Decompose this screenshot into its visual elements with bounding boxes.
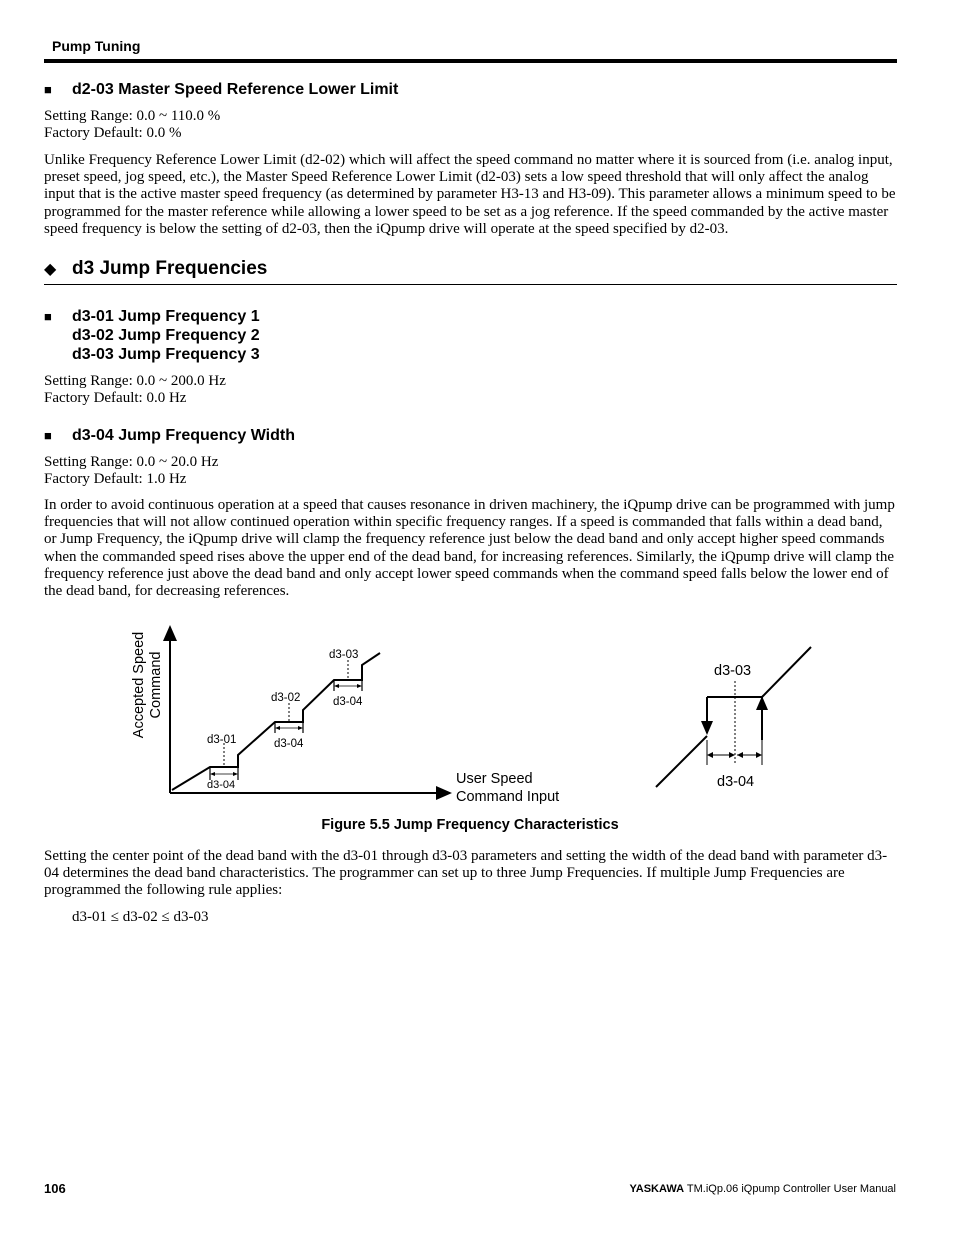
x-axis-arrow-icon <box>436 786 452 800</box>
setting-range: Setting Range: 0.0 ~ 200.0 Hz <box>44 373 226 389</box>
label-d3-04-a: d3-04 <box>207 779 236 791</box>
y-axis-label-line1: Accepted Speed <box>131 631 147 739</box>
hysteresis-lower-line <box>656 736 707 787</box>
d2-03-body: Unlike Frequency Reference Lower Limit (d2-02) which will affect the speed command no matter where it is sourced from (i.e. analog input, preset speed, jog speed, etc.), the Master Speed Reference Lower Limit (d2-03) sets a low speed threshold that will only affect the analog input that is the active master speed frequency (as determined by parameter H3-13 and H3-09). This parameter allows a minimum speed to be programmed for the master reference while allowing a lower speed to be set as a jog reference. If the speed commanded by the active master speed frequency is below the setting of d2-03, then the iQpump drive will operate at the speed specified by d2-03. <box>44 152 896 237</box>
jump-width-settings <box>44 454 897 488</box>
label-d3-03: d3-03 <box>329 649 359 661</box>
accepted-speed-curve <box>172 653 380 790</box>
closing-body: Setting the center point of the dead band with the d3-01 through d3-03 parameters and setting the width of the dead band with parameter d3-04 determines the dead band characteristics. The programmer can set up to three Jump Frequencies. If multiple Jump Frequencies are programmed the following rule applies: <box>44 848 888 899</box>
diamond-bullet-icon: ◆ <box>44 261 57 278</box>
x-axis-label-line2: Command Input <box>456 789 560 805</box>
setting-range: Setting Range: 0.0 ~ 20.0 Hz <box>44 454 219 470</box>
y-axis-label-line2: Command <box>148 651 164 719</box>
d2-03-heading: ■ d2-03 Master Speed Reference Lower Limit <box>44 81 399 98</box>
x-axis-label-line1: User Speed <box>456 771 533 787</box>
running-header: Pump Tuning <box>52 38 141 54</box>
figure-caption: Figure 5.5 Jump Frequency Characteristics <box>321 817 619 833</box>
section-rule <box>44 284 897 285</box>
label-d3-04-c: d3-04 <box>333 696 363 708</box>
jump-frequency-heading: ■ d3-01 Jump Frequency 1 d3-02 Jump Frequency 2 d3-03 Jump Frequency 3 <box>44 308 260 363</box>
jump-frequency-figure <box>0 615 954 815</box>
factory-default: Factory Default: 0.0 Hz <box>44 390 187 407</box>
y-axis-arrow-icon <box>163 625 177 641</box>
square-bullet-icon: ■ <box>44 309 52 324</box>
page-number: 106 <box>44 1181 66 1196</box>
hysteresis-upper-line <box>762 647 811 697</box>
right-label-d3-04: d3-04 <box>717 774 755 790</box>
right-label-d3-03: d3-03 <box>714 663 752 679</box>
square-bullet-icon: ■ <box>44 82 52 97</box>
jump-width-heading: ■ d3-04 Jump Frequency Width <box>44 427 295 444</box>
factory-default: Factory Default: 1.0 Hz <box>44 471 187 488</box>
jump-frequency-rule: d3-01 ≤ d3-02 ≤ d3-03 <box>72 909 209 925</box>
brand-name: YASKAWA <box>629 1183 685 1195</box>
d2-03-settings <box>44 108 897 142</box>
up-arrow-icon <box>756 696 768 710</box>
document-title: YASKAWA TM.iQp.06 iQpump Controller User Manual <box>629 1183 896 1195</box>
setting-range: Setting Range: 0.0 ~ 110.0 % <box>44 108 221 124</box>
jump-frequency-body: In order to avoid continuous operation at a speed that causes resonance in driven machinery, the iQpump drive can be programmed with jump frequencies that will not allow continued operation within specific frequency ranges. If a speed is commanded that falls within a dead band, or Jump Frequency, the iQpump drive will clamp the frequency reference just below the dead band and only accept higher speed commands when the commanded speed rises above the upper end of the dead band, for increasing references. Similarly, the iQpump drive will clamp the frequency reference just above the dead band and only accept lower speed commands when the command speed falls below the lower end of the dead band, for decreasing references. <box>44 497 895 600</box>
label-d3-04-b: d3-04 <box>274 738 304 750</box>
d3-section-heading: ◆ d3 Jump Frequencies <box>44 258 268 279</box>
jump-frequency-settings <box>44 373 897 407</box>
header-rule <box>44 59 897 63</box>
down-arrow-icon <box>701 721 713 735</box>
label-d3-02: d3-02 <box>271 692 301 704</box>
square-bullet-icon: ■ <box>44 428 52 443</box>
factory-default: Factory Default: 0.0 % <box>44 125 182 142</box>
label-d3-01: d3-01 <box>207 734 237 746</box>
